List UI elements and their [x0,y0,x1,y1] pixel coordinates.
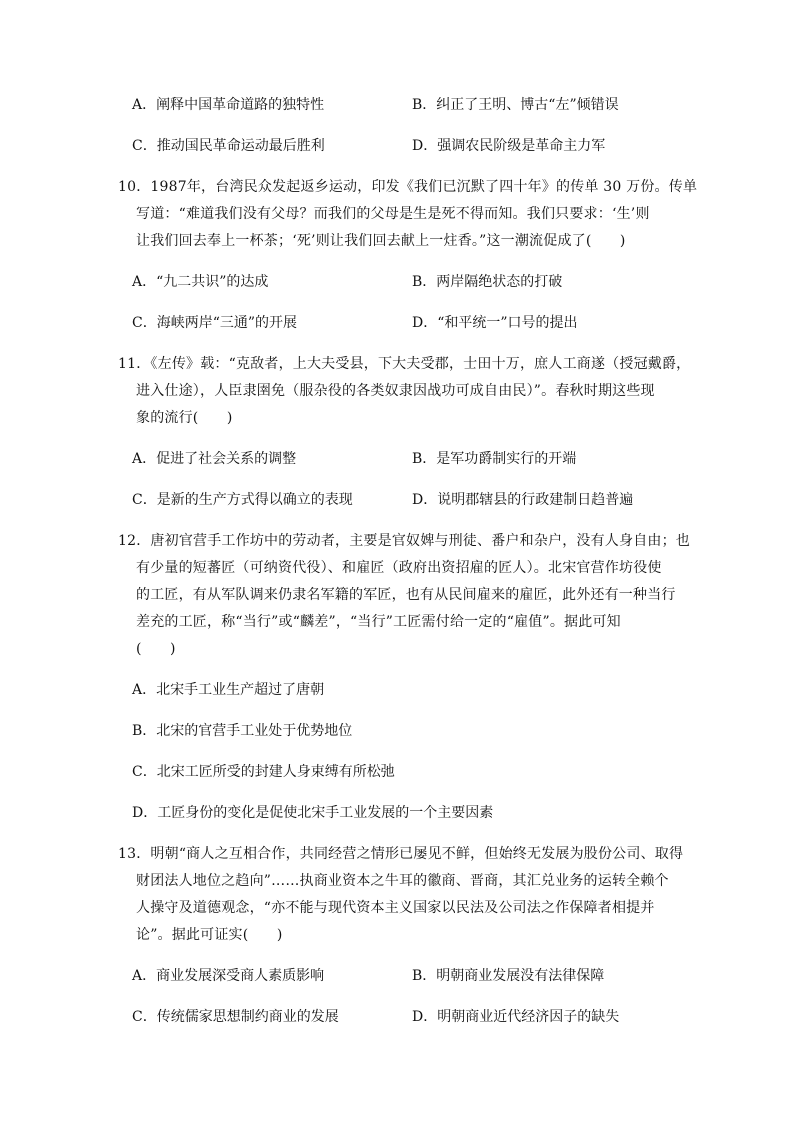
q11-option-c: C．是新的生产方式得以确立的表现 [132,492,353,508]
q13-stem-line-1: 13．明朝“商人之互相合作，共同经营之情形已屡见不鲜，但始终无发展为股份公司、取得 [118,846,684,862]
q13-option-c: C．传统儒家思想制约商业的发展 [132,1009,339,1025]
q13-option-a: A．商业发展深受商人素质影响 [132,968,325,984]
q10-option-b: B．两岸隔绝状态的打破 [412,274,563,290]
q11-option-d: D．说明郡辖县的行政建制日趋普遍 [412,492,634,508]
q13-stem-line-2: 财团法人地位之趋向”……执商业资本之牛耳的徽商、晋商，其汇兑业务的运转全赖个 [136,873,669,889]
q10-option-c: C．海峡两岸“三通”的开展 [132,315,298,331]
q11-option-a: A．促进了社会关系的调整 [132,451,297,467]
q13-option-b: B．明朝商业发展没有法律保障 [412,968,605,984]
q12-option-b: B．北宋的官营手工业处于优势地位 [132,723,353,739]
q12-option-a: A．北宋手工业生产超过了唐朝 [132,682,325,698]
q13-option-d: D．明朝商业近代经济因子的缺失 [412,1009,620,1025]
q9-option-a: A．阐释中国革命道路的独特性 [132,97,325,113]
q11-option-b: B．是军功爵制实行的开端 [412,451,577,467]
q12-stem-line-4: 差充的工匠，称“当行”或“麟差”，“当行”工匠需付给一定的“雇值”。据此可知 [136,614,621,630]
q9-option-b: B．纠正了王明、博古“左”倾错误 [412,97,619,113]
q12-stem-line-1: 12．唐初官营手工作坊中的劳动者，主要是官奴婢与刑徒、番户和杂户，没有人身自由；也 [118,533,691,549]
q13-stem-line-4: 论”。据此可证实( ) [136,927,283,943]
q10-stem-line-3: 让我们回去奉上一杯茶；‘死’则让我们回去献上一炷香。”这一潮流促成了( ) [136,233,626,249]
q12-stem-line-3: 的工匠，有从军队调来仍隶名军籍的军匠，也有从民间雇来的雇匠，此外还有一种当行 [136,587,676,603]
q10-option-a: A．“九二共识”的达成 [132,274,269,290]
q10-option-d: D．“和平统一”口号的提出 [412,315,578,331]
q12-stem-line-5: ( ) [136,641,176,657]
q11-stem-line-3: 象的流行( ) [136,410,233,426]
q12-option-c: C．北宋工匠所受的封建人身束缚有所松弛 [132,764,395,780]
q12-option-d: D．工匠身份的变化是促使北宋手工业发展的一个主要因素 [132,805,494,821]
q9-option-c: C．推动国民革命运动最后胜利 [132,138,325,154]
q11-stem-line-1: 11．《左传》载：“克敌者，上大夫受县，下大夫受郡，士田十万，庶人工商遂（授冠戴爵， [118,356,691,372]
q10-stem-line-1: 10．1987年，台湾民众发起返乡运动，印发《我们已沉默了四十年》的传单 30 万份。传单 [118,179,698,195]
q11-stem-line-2: 进入仕途），人臣隶圉免（服杂役的各类奴隶因战功可成自由民）”。春秋时期这些现 [136,383,655,399]
q12-stem-line-2: 有少量的短蕃匠（可纳资代役）、和雇匠（政府出资招雇的匠人）。北宋官营作坊役使 [136,560,662,576]
q10-stem-line-2: 写道：“难道我们没有父母？而我们的父母是生是死不得而知。我们只要求：‘生’则 [136,206,650,222]
q13-stem-line-3: 人操守及道德观念，“亦不能与现代资本主义国家以民法及公司法之作保障者相提并 [136,900,655,916]
q9-option-d: D．强调农民阶级是革命主力军 [412,138,606,154]
